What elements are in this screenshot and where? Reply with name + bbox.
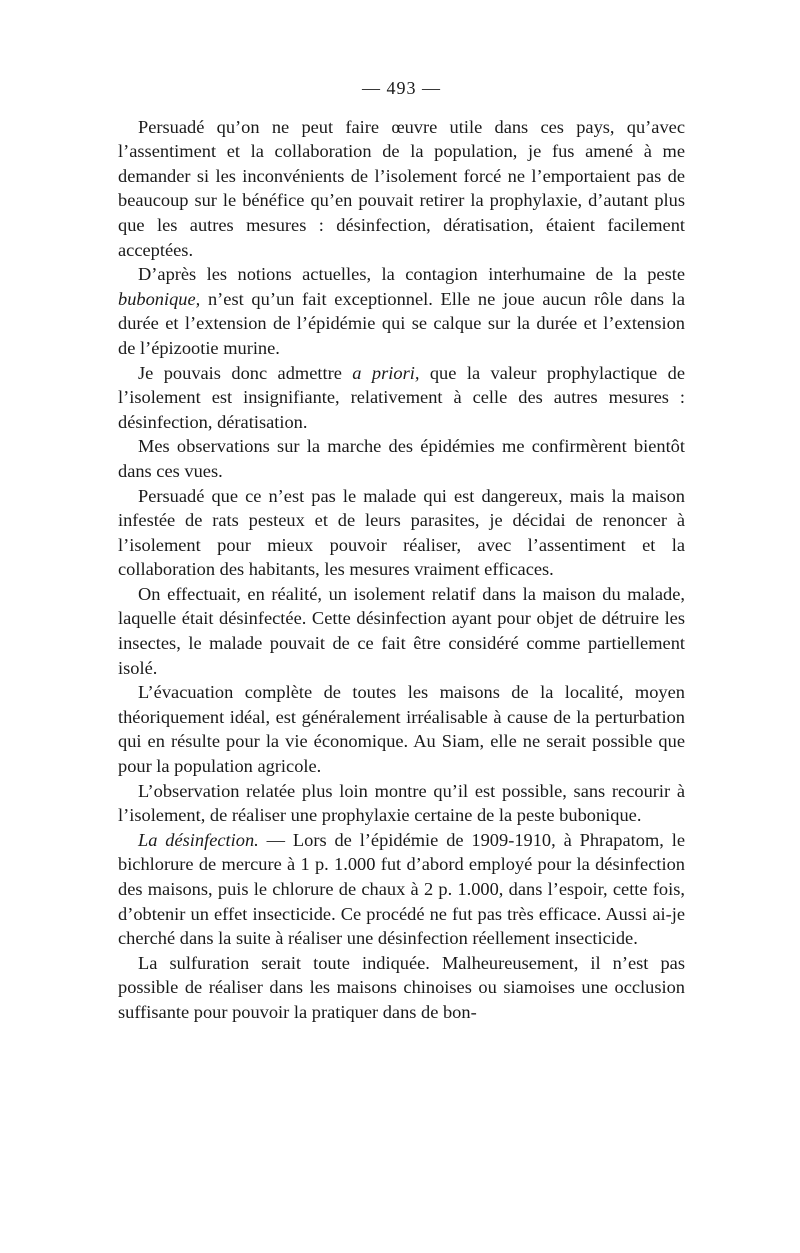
paragraph-1: Persuadé qu’on ne peut faire œuvre utile dans ces pays, qu’avec l’assentiment et la collaboration de la population, je fus amené à me demander si les inconvénients de l’isolement forcé ne l’emportaient pas de beaucoup sur le bénéfice qu’en pouvait retirer la prophylaxie, d’autant plus que les autres mesures : désinfection, dératisation, étaient facilement acceptées. [118, 116, 685, 260]
paragraph-10: La sulfuration serait toute indiquée. Malheureusement, il n’est pas possible de réaliser dans les maisons chinoises ou siamoises une occlusion suffisante pour pouvoir la pratiquer dans de bon- [118, 952, 685, 1022]
paragraph-6: On effectuait, en réalité, un isolement relatif dans la maison du malade, laquelle était désinfectée. Cette désinfection ayant pour objet de détruire les insectes, le malade pouvait de ce fait être considéré comme partiellement isolé. [118, 583, 685, 678]
italic-a-priori: a priori, [352, 362, 420, 383]
paragraph-2-text-before: D’après les notions actuelles, la contagion interhumaine de la peste [138, 264, 685, 285]
paragraph-2-text-after: n’est qu’un fait exceptionnel. Elle ne joue aucun rôle dans la durée et l’extension de l’épidémie qui se calque sur la durée et l’extension de l’épizootie murine. [118, 288, 685, 358]
paragraph-8: L’observation relatée plus loin montre qu’il est possible, sans recourir à l’isolement, de réaliser une prophylaxie certaine de la peste bubonique. [118, 780, 685, 826]
paragraph-3-text-after: que la valeur prophylactique de l’isolement est insignifiante, relativement à celle des autres mesures : désinfection, dératisation. [118, 362, 685, 432]
paragraph-3-text-before: Je pouvais donc admettre [138, 362, 353, 383]
book-page [118, 76, 685, 1025]
paragraph-4: Mes observations sur la marche des épidémies me confirmèrent bientôt dans ces vues. [118, 436, 685, 481]
section-heading-desinfection: La désinfection. [138, 829, 259, 850]
paragraph-9-text-after: — Lors de l’épidémie de 1909-1910, à Phrapatom, le bichlorure de mercure à 1 p. 1.000 fut d’abord employé pour la désinfection des maisons, puis le chlorure de chaux à 2 p. 1.000, dans l’espoir, cette fois, d’obtenir un effet insecticide. Ce procédé ne fut pas très efficace. Aussi ai-je cherché dans la suite à réaliser une désinfection réellement insecticide. [118, 829, 686, 949]
page-number: — 493 — [362, 78, 441, 98]
paragraph-3 [118, 361, 685, 435]
paragraph-9 [118, 828, 685, 951]
paragraph-2 [118, 262, 685, 360]
paragraph-5: Persuadé que ce n’est pas le malade qui est dangereux, mais la maison infestée de rats pesteux et de leurs parasites, je décidai de renoncer à l’isolement pour mieux pouvoir réaliser, avec l’assentiment et la collaboration des habitants, les mesures vraiment efficaces. [118, 485, 685, 580]
italic-bubonique: bubonique, [118, 288, 201, 309]
paragraph-7: L’évacuation complète de toutes les maisons de la localité, moyen théoriquement idéal, est généralement irréalisable à cause de la perturbation qui en résulte pour la vie économique. Au Siam, elle ne serait possible que pour la population agricole. [118, 682, 685, 777]
